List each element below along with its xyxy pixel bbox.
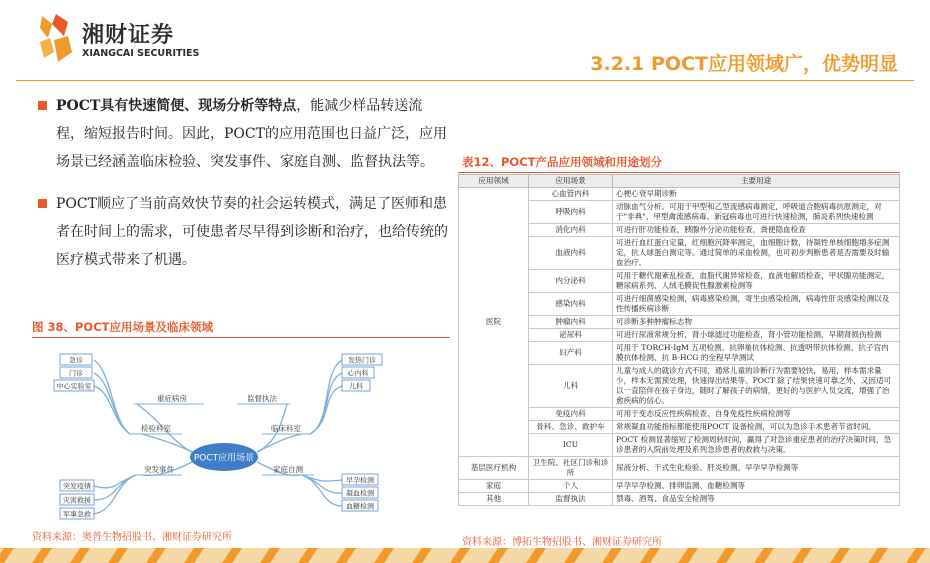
branch-severe-ward: 重症病房: [157, 394, 187, 403]
domain-cell: 家庭: [459, 480, 529, 493]
bullet-list: [38, 92, 448, 288]
center-node-label: POCT应用场景: [193, 453, 255, 464]
logo-mark-icon: [38, 14, 74, 66]
leaf-emergency-dept: 急诊: [69, 356, 83, 365]
bullet-text: ，能减少样品转送流程，缩短报告时间。因此，POCT的应用范围也日益广泛，应用场景已经涵盖临床检验、突发事件、家庭自测、监督执法等。: [56, 98, 447, 170]
use-cell: 可进行细菌感染检测，病毒感染检测，寄生虫感染检测，病毒性肝炎感染检测以及性传播疾病诊断: [613, 293, 900, 316]
scene-cell: 免疫内科: [529, 408, 613, 421]
scene-cell: 骨科、急诊、救护车: [529, 421, 613, 434]
leaf-pregnancy-test: 早孕检测: [346, 476, 374, 485]
use-cell: 可用于 TORCH-IgM 五项检测、抗卵巢抗体检测、抗透明带抗体检测、抗子宫内膜抗体检测、抗 B-HCG 的全程早孕测试: [613, 342, 900, 365]
bullet-bold-lead: POCT具有快速简便、现场分析等特点: [56, 98, 297, 114]
branch-home-test: 家庭自测: [273, 465, 303, 474]
leaf-cardiology: 心内科: [347, 369, 369, 378]
leaf-fever-clinic: 发热门诊: [348, 356, 376, 365]
leaf-coagulation-test: 凝血检测: [346, 489, 374, 498]
use-cell: 早孕早孕检测、排卵监测、血糖检测等: [613, 480, 900, 493]
leaf-glucose-test: 血糖检测: [346, 502, 374, 511]
leaf-outpatient: 门诊: [69, 369, 83, 378]
scene-cell: 血液内科: [529, 237, 613, 270]
branch-inspection-room: 检验科室: [141, 424, 171, 433]
domain-cell: 医院: [459, 188, 529, 457]
column-header: 应用场景: [529, 175, 613, 188]
table-row: [459, 493, 900, 506]
scene-cell: 心血管内科: [529, 188, 613, 201]
use-cell: 可用于糖代谢紊乱检查，血脂代谢异常检查，血液电解质检查，甲状腺功能测定，糖尿病系列、人绒毛膜促性腺激素检测等: [613, 270, 900, 293]
table-row: [459, 457, 900, 480]
mind-map-diagram: [32, 342, 450, 522]
use-cell: POCT 检测显著缩短了检测周转时间，赢得了对急诊重症患者的治疗决策时间，急诊患者的入院前处理及系列急诊患者的救救与决策。: [613, 434, 900, 457]
use-cell: 心梗心衰早期诊断: [613, 188, 900, 201]
table-source: 资料来源：博拓生物招股书、湘财证券研究所: [462, 537, 662, 548]
scene-cell: 个人: [529, 480, 613, 493]
figure-divider: [32, 337, 450, 338]
use-cell: 可进行肝功能检查，胰腺外分泌功能检查，粪便隐血检查: [613, 224, 900, 237]
use-cell: 尿液分析、干式生化检验、肝炎检测、早孕早孕检测等: [613, 457, 900, 480]
bullet-text: POCT顺应了当前高效快节奏的社会运转模式，满足了医师和患者在时间上的需求，可使患者尽早得到诊断和治疗，也给传统的医疗模式带来了机遇。: [56, 196, 448, 268]
scene-cell: 监督执法: [529, 493, 613, 506]
table-row: [459, 188, 900, 201]
title-divider: [16, 80, 914, 81]
domain-cell: 其他: [459, 493, 529, 506]
scene-cell: 消化内科: [529, 224, 613, 237]
section-title: 3.2.1 POCT应用领域广，优势明显: [590, 53, 898, 75]
scene-cell: 泌尿科: [529, 329, 613, 342]
company-logo: [38, 14, 198, 66]
use-cell: 可诊断多种肿瘤标志物: [613, 316, 900, 329]
branch-regulation: 监督执法: [247, 394, 277, 403]
logo-english-name: XIANGCAI SECURITIES: [82, 48, 200, 59]
column-header: 应用领域: [459, 175, 529, 188]
use-cell: 常规凝血功能指标都能使用POCT 设备检测，可以为急诊手术患者节省时间。: [613, 421, 900, 434]
bullet-square-icon: [38, 101, 47, 110]
figure-source: 资料来源：奥普生物招股书、湘财证券研究所: [32, 532, 232, 543]
scene-cell: 卫生院、社区门诊和诊所: [529, 457, 613, 480]
scene-cell: ICU: [529, 434, 613, 457]
figure-title: 图 38、POCT应用场景及临床领域: [32, 320, 213, 334]
mind-map-connectors: [94, 360, 342, 514]
table-row: [459, 480, 900, 493]
logo-chinese-name: 湘财证券: [82, 23, 175, 48]
branch-clinical-room: 临床科室: [271, 424, 301, 433]
column-header: 主要用途: [613, 175, 900, 188]
bullet-square-icon: [38, 199, 47, 208]
table-header-row: [459, 175, 900, 188]
scene-cell: 感染内科: [529, 293, 613, 316]
use-cell: 禁毒、酒驾、食品安全检测等: [613, 493, 900, 506]
leaf-military-medicine: 军事急救: [63, 510, 91, 519]
bullet-item: [38, 190, 448, 274]
use-cell: 可进行血红蛋白定量，红细胞沉降率测定，血细胞计数，待凝性单核细胞增多症测定，抗人球蛋白测定等。通过简单的采血检测，也可初步判断患者是否需要及时输血治疗。: [613, 237, 900, 270]
leaf-central-lab: 中心实验室: [56, 382, 92, 391]
use-cell: 可进行尿液常规分析，肾小球滤过功能检查，肾小管功能检测，早期肾损伤检测: [613, 329, 900, 342]
scene-cell: 肿瘤内科: [529, 316, 613, 329]
domain-cell: 基层医疗机构: [459, 457, 529, 480]
scene-cell: 呼吸内科: [529, 201, 613, 224]
bullet-item: [38, 92, 448, 176]
use-cell: 可用于变态反应性疾病检查、自身免疫性疾病检测等: [613, 408, 900, 421]
table-body: [459, 188, 900, 506]
table-title: 表12、POCT产品应用领域和用途划分: [462, 155, 662, 169]
leaf-pediatrics: 儿科: [349, 382, 363, 391]
scene-cell: 内分泌科: [529, 270, 613, 293]
leaf-outbreak: 突发疫情: [63, 482, 91, 491]
leaf-disaster-relief: 灾害救援: [63, 496, 91, 505]
use-cell: 儿童与成人的就诊方式不同，通常儿童的诊断行为需要较快，易用，样本需求量少，样本无需预处理，快速得出结果等。POCT 除了结果快速可靠之外，又因适可以一直陪伴在孩子身边，随时了解孩子的病情，更好的与医护人员交流，增强了治愈疾病的信心。: [613, 365, 900, 408]
scene-cell: 妇产科: [529, 342, 613, 365]
table-divider: [458, 172, 900, 173]
footer-stripe: [0, 548, 930, 563]
use-cell: 动脉血气分析。可用于甲型和乙型流感病毒测定，呼吸道合胞病毒抗原测定，对于"非典"、甲型禽流感病毒、新冠病毒也可进行快速检测，肺炎系列快速检测: [613, 201, 900, 224]
application-table: [458, 174, 900, 506]
scene-cell: 儿科: [529, 365, 613, 408]
branch-emergency: 突发事件: [144, 465, 174, 474]
